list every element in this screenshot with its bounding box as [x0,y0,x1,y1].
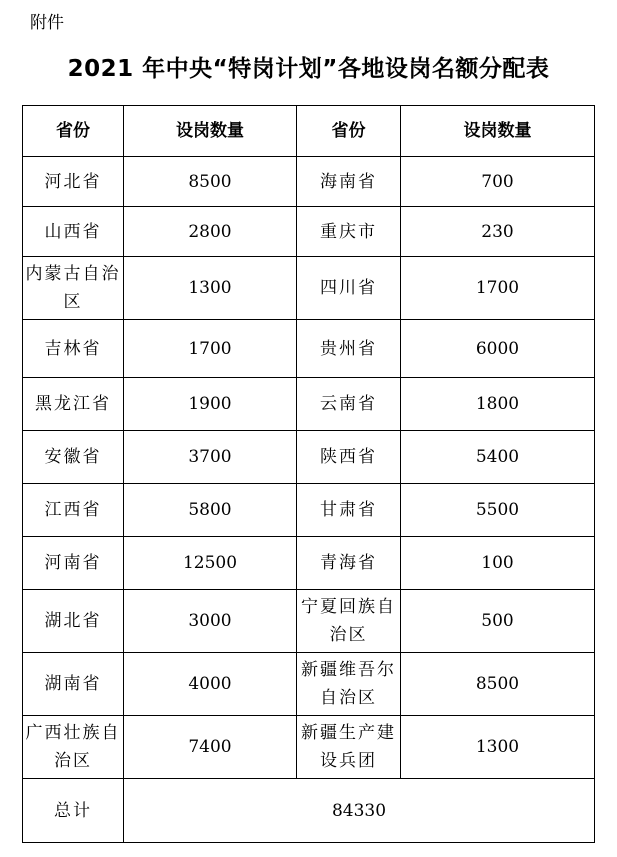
province-cell: 吉林省 [23,320,124,378]
province-cell: 云南省 [297,378,401,431]
province-cell: 四川省 [297,257,401,320]
count-cell: 1700 [401,257,595,320]
table-row [23,653,595,716]
province-cell: 黑龙江省 [23,378,124,431]
count-cell: 2800 [124,207,297,257]
province-cell: 湖南省 [23,653,124,716]
count-cell: 1700 [124,320,297,378]
header-province-left: 省份 [23,106,124,157]
province-cell: 宁夏回族自治区 [297,590,401,653]
attachment-label: 附件 [30,13,64,33]
province-cell: 内蒙古自治区 [23,257,124,320]
count-cell: 6000 [401,320,595,378]
province-cell: 海南省 [297,157,401,207]
province-cell: 河北省 [23,157,124,207]
header-count-left: 设岗数量 [124,106,297,157]
province-cell: 广西壮族自治区 [23,716,124,779]
count-cell: 5400 [401,431,595,484]
count-cell: 5800 [124,484,297,537]
document-title: 2021 年中央“特岗计划”各地设岗名额分配表 [67,56,550,82]
table-row [23,484,595,537]
table-header-row [23,106,595,157]
count-cell: 700 [401,157,595,207]
table-row [23,378,595,431]
count-cell: 3000 [124,590,297,653]
count-cell: 1800 [401,378,595,431]
province-cell: 青海省 [297,537,401,590]
province-cell: 山西省 [23,207,124,257]
total-row [23,779,595,843]
total-value: 84330 [124,779,595,843]
total-label: 总计 [23,779,124,843]
count-cell: 3700 [124,431,297,484]
province-cell: 陕西省 [297,431,401,484]
count-cell: 7400 [124,716,297,779]
table-row [23,157,595,207]
header-count-right: 设岗数量 [401,106,595,157]
count-cell: 8500 [124,157,297,207]
count-cell: 1900 [124,378,297,431]
province-cell: 新疆维吾尔自治区 [297,653,401,716]
quota-table [22,105,595,843]
count-cell: 4000 [124,653,297,716]
table-row [23,257,595,320]
table-row [23,537,595,590]
province-cell: 安徽省 [23,431,124,484]
header-province-right: 省份 [297,106,401,157]
table-row [23,320,595,378]
province-cell: 江西省 [23,484,124,537]
table-row [23,590,595,653]
province-cell: 重庆市 [297,207,401,257]
count-cell: 500 [401,590,595,653]
province-cell: 新疆生产建设兵团 [297,716,401,779]
count-cell: 8500 [401,653,595,716]
province-cell: 河南省 [23,537,124,590]
count-cell: 1300 [124,257,297,320]
count-cell: 5500 [401,484,595,537]
table-row [23,431,595,484]
count-cell: 1300 [401,716,595,779]
province-cell: 甘肃省 [297,484,401,537]
count-cell: 230 [401,207,595,257]
province-cell: 贵州省 [297,320,401,378]
table-row [23,207,595,257]
count-cell: 100 [401,537,595,590]
table-row [23,716,595,779]
count-cell: 12500 [124,537,297,590]
province-cell: 湖北省 [23,590,124,653]
